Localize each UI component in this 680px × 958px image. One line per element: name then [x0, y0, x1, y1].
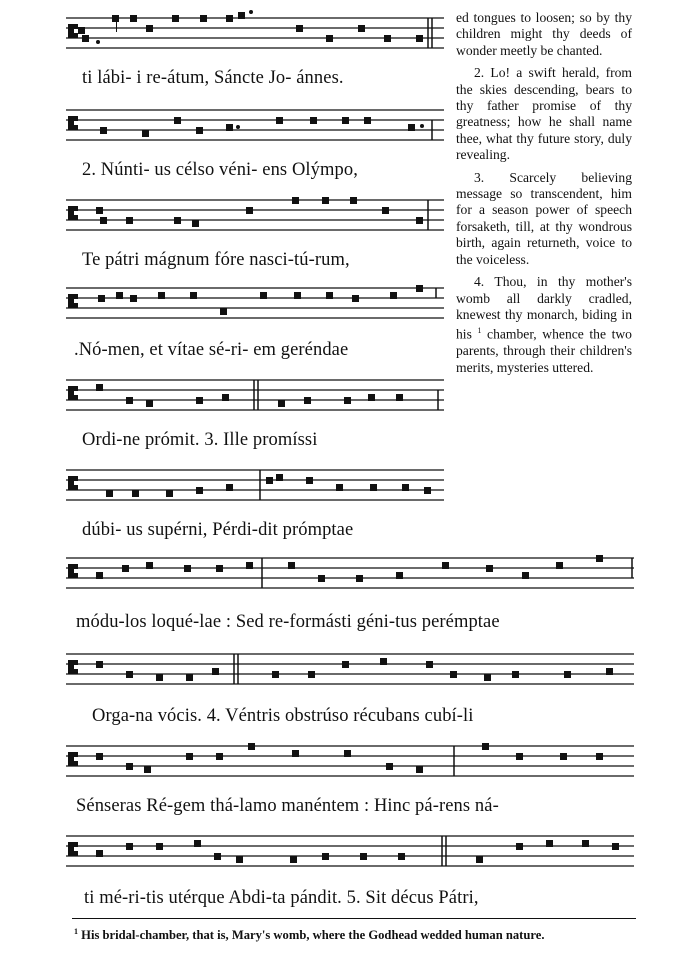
- chant-staff-3: [66, 194, 446, 238]
- lyric-line-10: ti mé-ri-tis utérque Abdi-ta pándit. 5. Sit décus Pátri,: [84, 888, 479, 908]
- stanza-4-text-cont: chamber, whence the two parents, through their children's merits, mysteries uttered.: [456, 326, 632, 375]
- lyric-line-9: Sénseras Ré-gem thá-lamo manéntem : Hinc pá-rens ná-: [76, 796, 499, 816]
- lyric-line-6: dúbi- us supérni, Pérdi-dit prómptae: [82, 520, 354, 540]
- translation-stanza-2: 2. Lo! a swift herald, from the skies descending, bears to thy father promise of thy greatness; how he shall name thee, what thy future story, duly revealing.: [456, 65, 632, 163]
- chant-staff-7: [66, 552, 636, 596]
- footnote-marker: 1: [477, 326, 482, 336]
- lyric-line-7: módu-los loqué-lae : Sed re-formásti géni-tus perémptae: [76, 612, 500, 632]
- lyric-line-3: Te pátri mágnum fóre nasci-tú-rum,: [82, 250, 350, 270]
- lyric-line-4: .Nó-men, et vítae sé-ri- em geréndae: [74, 340, 349, 360]
- chant-staff-5: [66, 374, 446, 418]
- chant-staff-8: [66, 648, 636, 692]
- chant-staff-1: [66, 12, 446, 56]
- staff-lines: [66, 12, 446, 56]
- footnote: [74, 927, 544, 943]
- lyric-line-8: Orga-na vócis. 4. Véntris obstrúso récubans cubí-li: [92, 706, 474, 726]
- lyric-line-2: 2. Núnti- us célso véni- ens Olýmpo,: [82, 160, 358, 180]
- chant-staff-9: [66, 740, 636, 784]
- translation-intro: ed tongues to loosen; so by thy children might thy deeds of wonder meetly be chanted.: [456, 10, 632, 58]
- stanza-4-text: 4. Thou, in thy mother's womb all darkly cradled, knewest thy monarch, biding in his: [456, 274, 632, 342]
- footnote-number: 1: [74, 927, 78, 936]
- translation-stanza-4: [456, 274, 632, 376]
- translation-stanza-3: 3. Scarcely believing message so transcendent, him for a season power of speech forsaketh, till, at thy wondrous birth, again returneth, voice to the voiceless.: [456, 169, 632, 267]
- lyric-line-5: Ordi-ne prómit. 3. Ille promíssi: [82, 430, 318, 450]
- chant-staff-2: [66, 104, 446, 148]
- translation-column: [456, 10, 632, 382]
- lyric-line-1: ti lábi- i re-átum, Sáncte Jo- ánnes.: [82, 68, 344, 88]
- footnote-text: His bridal-chamber, that is, Mary's womb, where the Godhead wedded human nature.: [78, 928, 545, 943]
- chant-staff-10: [66, 830, 636, 874]
- chant-staff-6: [66, 464, 446, 508]
- footnote-divider: [72, 918, 636, 919]
- chant-staff-4: [66, 282, 446, 326]
